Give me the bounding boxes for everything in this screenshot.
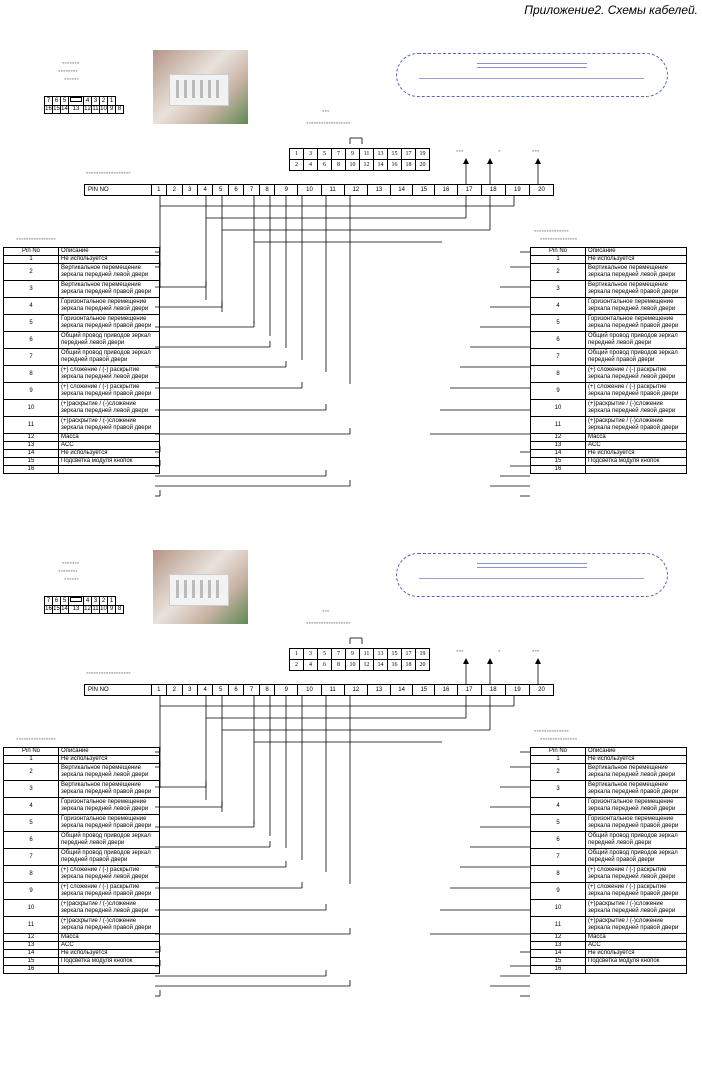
small-pin: 7 bbox=[45, 97, 53, 106]
connector-pin: 4 bbox=[304, 660, 318, 671]
connector-pin: 7 bbox=[332, 149, 346, 160]
pin-number: 15 bbox=[531, 958, 586, 966]
pin-number: 10 bbox=[4, 400, 59, 417]
arrow-up-icon bbox=[535, 658, 541, 664]
pin-description: Не используется bbox=[586, 756, 687, 764]
pin-number: 3 bbox=[531, 781, 586, 798]
pin-bar-cell: 11 bbox=[322, 185, 345, 195]
pin-bar-cell: 19 bbox=[506, 185, 530, 195]
connector-pin: 8 bbox=[332, 660, 346, 671]
pin-description: Общий провод приводов зеркал передней левой двери bbox=[59, 332, 160, 349]
pin-description: Горизонтальное перемещение зеркала передней левой двери bbox=[59, 798, 160, 815]
pin-description: (+)раскрытие / (-)сложение зеркала передней правой двери bbox=[59, 417, 160, 434]
pin-number: 9 bbox=[531, 383, 586, 400]
pin-bar-cell: 9 bbox=[275, 185, 298, 195]
pin-number: 13 bbox=[531, 442, 586, 450]
pin-description: Не используется bbox=[59, 950, 160, 958]
pin-number: 10 bbox=[531, 900, 586, 917]
small-pin: 15 bbox=[53, 606, 60, 612]
pin-number: 4 bbox=[531, 298, 586, 315]
pin-number: 13 bbox=[531, 942, 586, 950]
small-pin: 10 bbox=[100, 106, 107, 112]
pin-number: 11 bbox=[531, 417, 586, 434]
pin-bar-cell: 15 bbox=[413, 685, 435, 695]
pin-description: (+) сложение / (-) раскрытие зеркала передней левой двери bbox=[59, 866, 160, 883]
pin-number: 14 bbox=[531, 950, 586, 958]
pin-bar-cell: 15 bbox=[413, 185, 435, 195]
pin-description: Вертикальное перемещение зеркала передней правой двери bbox=[586, 781, 687, 798]
pin-description: Масса bbox=[59, 434, 160, 442]
connector-pin: 14 bbox=[374, 160, 388, 171]
pin-description: Не используется bbox=[59, 450, 160, 458]
pin-bar-cell: 12 bbox=[345, 185, 368, 195]
page-header: Приложение2. Схемы кабелей. bbox=[524, 3, 698, 17]
pin-bar-cell: 14 bbox=[391, 685, 413, 695]
small-pin: 1 bbox=[108, 597, 116, 606]
pin-number: 14 bbox=[4, 950, 59, 958]
connector-pin: 14 bbox=[374, 660, 388, 671]
pin-description: Не используется bbox=[586, 950, 687, 958]
pin-bar-cell: 9 bbox=[275, 685, 298, 695]
pin-bar-cell: 17 bbox=[458, 685, 482, 695]
pin-number: 1 bbox=[531, 756, 586, 764]
pin-number: 2 bbox=[531, 264, 586, 281]
connector-pin: 9 bbox=[346, 149, 360, 160]
small-pin: 2 bbox=[100, 597, 108, 606]
connector-pin: 19 bbox=[416, 649, 430, 660]
connector-pin: 6 bbox=[318, 660, 332, 671]
connector-pin: 13 bbox=[374, 649, 388, 660]
pin-description: Масса bbox=[586, 434, 687, 442]
pin-number: 11 bbox=[531, 917, 586, 934]
pin-description: Горизонтальное перемещение зеркала передней левой двери bbox=[586, 298, 687, 315]
pin-description: (+)раскрытие / (-)сложение зеркала передней левой двери bbox=[59, 400, 160, 417]
pin-bar-cell: 8 bbox=[260, 685, 275, 695]
pin-number: 12 bbox=[4, 934, 59, 942]
pin-number: 16 bbox=[4, 466, 59, 474]
pin-bar-label: PIN NO bbox=[85, 685, 152, 695]
small-pin: 14 bbox=[61, 606, 68, 612]
connector-pin: 3 bbox=[304, 649, 318, 660]
pin-description: (+)раскрытие / (-)сложение зеркала передней левой двери bbox=[586, 900, 687, 917]
pin-bar-cell: 1 bbox=[152, 685, 167, 695]
pin-number: 12 bbox=[531, 934, 586, 942]
col-header-pin: Pin No bbox=[531, 748, 586, 756]
pin-description: (+)раскрытие / (-)сложение зеркала передней левой двери bbox=[586, 400, 687, 417]
pin-number: 2 bbox=[4, 764, 59, 781]
pin-number: 9 bbox=[4, 883, 59, 900]
small-pin: 3 bbox=[92, 97, 100, 106]
pin-number: 9 bbox=[531, 883, 586, 900]
pin-description: Общий провод приводов зеркал передней правой двери bbox=[59, 849, 160, 866]
pin-description: (+) сложение / (-) раскрытие зеркала передней правой двери bbox=[586, 383, 687, 400]
small-pin: 7 bbox=[45, 597, 53, 606]
connector-pin: 15 bbox=[388, 149, 402, 160]
pin-number: 8 bbox=[531, 866, 586, 883]
pin-number: 9 bbox=[4, 383, 59, 400]
small-pin: 2 bbox=[100, 97, 108, 106]
pin-number: 4 bbox=[4, 298, 59, 315]
pin-number: 8 bbox=[4, 866, 59, 883]
pin-number: 4 bbox=[4, 798, 59, 815]
pin-number: 7 bbox=[4, 349, 59, 366]
pin-bar-cell: 6 bbox=[229, 185, 244, 195]
pin-description: (+) сложение / (-) раскрытие зеркала передней правой двери bbox=[59, 883, 160, 900]
pin-number: 3 bbox=[531, 281, 586, 298]
pin-number: 12 bbox=[531, 434, 586, 442]
pin-description: (+) сложение / (-) раскрытие зеркала передней левой двери bbox=[586, 366, 687, 383]
pin-description: Общий провод приводов зеркал передней правой двери bbox=[586, 349, 687, 366]
small-pin: 6 bbox=[53, 97, 61, 106]
pin-bar-cell: 16 bbox=[435, 185, 457, 195]
col-header-desc: Описание bbox=[586, 748, 687, 756]
connector-pin: 15 bbox=[388, 649, 402, 660]
pin-bar-cell: 20 bbox=[538, 687, 545, 693]
pin-description: Вертикальное перемещение зеркала передней правой двери bbox=[59, 281, 160, 298]
pin-number: 10 bbox=[4, 900, 59, 917]
col-header-pin: Pin No bbox=[4, 248, 59, 256]
connector-pin: 17 bbox=[402, 149, 416, 160]
pin-bar-cell: 19 bbox=[506, 685, 530, 695]
connector-pin: 2 bbox=[290, 660, 304, 671]
small-pin: 3 bbox=[92, 597, 100, 606]
pin-bar-cell: 18 bbox=[482, 185, 506, 195]
pin-number: 14 bbox=[531, 450, 586, 458]
pin-number: 8 bbox=[4, 366, 59, 383]
pin-bar-cell: 7 bbox=[244, 185, 259, 195]
small-pin: 15 bbox=[53, 106, 60, 112]
connector-pin: 5 bbox=[318, 649, 332, 660]
connector-pin: 20 bbox=[416, 160, 430, 171]
pin-bar-cell: 8 bbox=[260, 185, 275, 195]
connector-pin: 9 bbox=[346, 649, 360, 660]
pin-bar-cell: 10 bbox=[298, 185, 321, 195]
pin-description: (+) сложение / (-) раскрытие зеркала передней правой двери bbox=[586, 883, 687, 900]
pin-description: (+)раскрытие / (-)сложение зеркала передней правой двери bbox=[586, 417, 687, 434]
arrow-up-icon bbox=[463, 658, 469, 664]
pin-description: Вертикальное перемещение зеркала передней левой двери bbox=[59, 764, 160, 781]
pin-description: Не используется bbox=[586, 256, 687, 264]
pin-description: ACC bbox=[586, 442, 687, 450]
connector-pin: 10 bbox=[346, 160, 360, 171]
pin-bar-label: PIN NO bbox=[85, 185, 152, 195]
pin-number: 7 bbox=[531, 349, 586, 366]
pin-description: Масса bbox=[586, 934, 687, 942]
pin-bar-cell: 13 bbox=[368, 185, 391, 195]
pin-number: 5 bbox=[531, 315, 586, 332]
connector-pin: 19 bbox=[416, 149, 430, 160]
small-pin: 6 bbox=[53, 597, 61, 606]
pin-bar-cell: 2 bbox=[167, 685, 182, 695]
pin-description: (+)раскрытие / (-)сложение зеркала передней правой двери bbox=[586, 917, 687, 934]
col-header-desc: Описание bbox=[59, 248, 160, 256]
pin-number: 15 bbox=[4, 458, 59, 466]
pin-bar-cell: 11 bbox=[322, 685, 345, 695]
pin-number: 16 bbox=[531, 966, 586, 974]
pin-number: 15 bbox=[4, 958, 59, 966]
connector-pin: 12 bbox=[360, 160, 374, 171]
pin-description: ACC bbox=[59, 942, 160, 950]
connector-pin: 16 bbox=[388, 660, 402, 671]
pin-number: 11 bbox=[4, 417, 59, 434]
pin-description: Не используется bbox=[59, 756, 160, 764]
pin-description: ACC bbox=[586, 942, 687, 950]
pin-description: Вертикальное перемещение зеркала передней правой двери bbox=[59, 781, 160, 798]
small-pin: 16 bbox=[45, 606, 52, 612]
connector-pin: 20 bbox=[416, 660, 430, 671]
connector-pin: 2 bbox=[290, 160, 304, 171]
connector-pin: 3 bbox=[304, 149, 318, 160]
col-header-desc: Описание bbox=[59, 748, 160, 756]
arrow-up-icon bbox=[487, 658, 493, 664]
small-pin: 8 bbox=[116, 606, 124, 614]
pin-description: Горизонтальное перемещение зеркала передней правой двери bbox=[59, 315, 160, 332]
pin-description: Подсветка модуля кнопок bbox=[59, 458, 160, 466]
pin-description: Не используется bbox=[586, 450, 687, 458]
pin-description: Горизонтальное перемещение зеркала передней левой двери bbox=[586, 798, 687, 815]
col-header-pin: Pin No bbox=[531, 248, 586, 256]
pin-description: (+) сложение / (-) раскрытие зеркала передней правой двери bbox=[59, 383, 160, 400]
connector-pin: 4 bbox=[304, 160, 318, 171]
small-pin: 5 bbox=[61, 97, 69, 106]
pin-bar-cell: 4 bbox=[198, 185, 213, 195]
arrow-up-icon bbox=[535, 158, 541, 164]
pin-description: (+)раскрытие / (-)сложение зеркала передней правой двери bbox=[59, 917, 160, 934]
pin-description: Горизонтальное перемещение зеркала передней правой двери bbox=[586, 815, 687, 832]
pin-bar-cell: 12 bbox=[345, 685, 368, 695]
pin-bar-cell: 18 bbox=[482, 685, 506, 695]
connector-pin: 6 bbox=[318, 160, 332, 171]
pin-number: 7 bbox=[4, 849, 59, 866]
small-pin: 9 bbox=[108, 106, 116, 114]
pin-number: 12 bbox=[4, 434, 59, 442]
small-pin: 5 bbox=[61, 597, 69, 606]
connector-pin: 16 bbox=[388, 160, 402, 171]
pin-number: 6 bbox=[531, 832, 586, 849]
pin-bar-cell: 4 bbox=[198, 685, 213, 695]
cable-diagram-2: ▪▪▪▪▪▪▪ ▪▪▪▪▪▪▪▪ ▪▪▪▪▪▪ 7 6 5 4 3 2 1 16 15 14 13 12 11 10 9 8 ▪▪▪ ▪▪▪▪▪▪▪▪▪▪▪▪▪▪▪▪▪▪ 1 3 5 7 9 11 13 15 17 19 2 4 6 8 10 12 14 16 18 20 ▪▪▪▪▪▪▪▪▪▪▪▪▪▪▪▪▪▪ ▪▪▪ ▪ ▪▪▪ PIN NO 1 2 3 4 5 6 7 8 9 10 11 12 13 14 15 16 17 18 19 20 ▪▪▪▪▪▪▪▪▪▪▪▪▪▪▪▪ ▪▪▪▪▪▪▪▪▪▪▪▪▪▪ ▪▪▪▪▪▪▪▪▪▪▪▪▪▪▪ Pin No Описание 1 Не используется 2 Вертикальное перемещение зеркала передней левой двери 3 Вертикальное перемещение зеркала передней правой двери 4 Горизонтальное перемещение зеркала передней левой двери 5 Горизонтальное перемещение зеркала передней правой двери 6 Общий провод приводов зеркал передней левой двери 7 Общий провод приводов зеркал передней правой двери 8 (+) сложение / (-) раскрытие зеркала передней левой двери 9 (+) сложение / (-) раскрытие зеркала передней правой двери 10 (+)раскрытие / (-)сложение зеркала передней левой двери 11 (+)раскрытие / (-)сложение зеркала передней правой двери 12 Масса 13 ACC 14 Не используется 15 Подсветка модуля кнопок 16 Pin No Описание 1 Не используется 2 Вертикальное перемещение зеркала передней левой двери 3 Вертикальное перемещение зеркала передней правой двери 4 Горизонтальное перемещение зеркала передней левой двери 5 Горизонтальное перемещение зеркала передней правой двери 6 Общий провод приводов зеркал передней левой двери 7 Общий провод приводов зеркал передней правой двери 8 (+) сложение / (-) раскрытие зеркала передней левой двери 9 (+) сложение / (-) раскрытие зеркала передней правой двери 10 (+)раскрытие / (-)сложение зеркала передней левой двери 11 (+)раскрытие / (-)сложение зеркала передней правой двери 12 Масса 13 ACC 14 Не используется 15 Подсветка модуля кнопок 16 bbox=[0, 548, 702, 1068]
small-pin: 12 bbox=[84, 606, 91, 612]
connector-pin: 13 bbox=[374, 149, 388, 160]
pin-number: 5 bbox=[531, 815, 586, 832]
pin-number: 3 bbox=[4, 281, 59, 298]
pin-description: (+) сложение / (-) раскрытие зеркала передней левой двери bbox=[59, 366, 160, 383]
connector-pin: 18 bbox=[402, 660, 416, 671]
pin-number: 3 bbox=[4, 781, 59, 798]
connector-pin: 1 bbox=[290, 649, 304, 660]
pin-number: 16 bbox=[531, 466, 586, 474]
pin-bar-cell: 17 bbox=[458, 185, 482, 195]
cable-diagram-1: ▪▪▪▪▪▪▪ ▪▪▪▪▪▪▪▪ ▪▪▪▪▪▪ 7 6 5 4 3 2 1 16 15 14 13 12 11 10 9 8 ▪▪▪ ▪▪▪▪▪▪▪▪▪▪▪▪▪▪▪▪▪▪ 1 3 5 7 9 11 13 15 17 19 2 4 6 8 10 12 14 16 18 20 ▪▪▪▪▪▪▪▪▪▪▪▪▪▪▪▪▪▪ ▪▪▪ ▪ ▪▪▪ PIN NO 1 2 3 4 5 6 7 8 9 10 11 12 13 14 15 16 17 18 19 20 ▪▪▪▪▪▪▪▪▪▪▪▪▪▪▪▪ ▪▪▪▪▪▪▪▪▪▪▪▪▪▪ ▪▪▪▪▪▪▪▪▪▪▪▪▪▪▪ Pin No Описание 1 Не используется 2 Вертикальное перемещение зеркала передней левой двери 3 Вертикальное перемещение зеркала передней правой двери 4 Горизонтальное перемещение зеркала передней левой двери 5 Горизонтальное перемещение зеркала передней правой двери 6 Общий провод приводов зеркал передней левой двери 7 Общий провод приводов зеркал передней правой двери 8 (+) сложение / (-) раскрытие зеркала передней левой двери 9 (+) сложение / (-) раскрытие зеркала передней правой двери 10 (+)раскрытие / (-)сложение зеркала передней левой двери 11 (+)раскрытие / (-)сложение зеркала передней правой двери 12 Масса 13 ACC 14 Не используется 15 Подсветка модуля кнопок 16 Pin No Описание 1 Не используется 2 Вертикальное перемещение зеркала передней левой двери 3 Вертикальное перемещение зеркала передней правой двери 4 Горизонтальное перемещение зеркала передней левой двери 5 Горизонтальное перемещение зеркала передней правой двери 6 Общий провод приводов зеркал передней левой двери 7 Общий провод приводов зеркал передней правой двери 8 (+) сложение / (-) раскрытие зеркала передней левой двери 9 (+) сложение / (-) раскрытие зеркала передней правой двери 10 (+)раскрытие / (-)сложение зеркала передней левой двери 11 (+)раскрытие / (-)сложение зеркала передней правой двери 12 Масса 13 ACC 14 Не используется 15 Подсветка модуля кнопок 16 bbox=[0, 48, 702, 568]
pin-description: Общий провод приводов зеркал передней левой двери bbox=[586, 332, 687, 349]
pin-number: 6 bbox=[4, 832, 59, 849]
small-pin: 13 bbox=[69, 606, 84, 614]
connector-pin: 5 bbox=[318, 149, 332, 160]
small-pin: 12 bbox=[84, 106, 91, 112]
pin-number: 7 bbox=[531, 849, 586, 866]
pin-bar-cell: 2 bbox=[167, 185, 182, 195]
pin-description: Масса bbox=[59, 934, 160, 942]
pin-number: 1 bbox=[4, 756, 59, 764]
pin-description: Подсветка модуля кнопок bbox=[586, 958, 687, 966]
pin-bar-cell: 5 bbox=[213, 185, 228, 195]
connector-pin: 1 bbox=[290, 149, 304, 160]
connector-pin: 11 bbox=[360, 649, 374, 660]
pin-bar-cell: 6 bbox=[229, 685, 244, 695]
pin-description: Горизонтальное перемещение зеркала передней левой двери bbox=[59, 298, 160, 315]
pin-number: 1 bbox=[4, 256, 59, 264]
pin-description: (+)раскрытие / (-)сложение зеркала передней левой двери bbox=[59, 900, 160, 917]
pin-bar-cell: 3 bbox=[183, 685, 198, 695]
col-header-desc: Описание bbox=[586, 248, 687, 256]
pin-number: 14 bbox=[4, 450, 59, 458]
pin-description: (+) сложение / (-) раскрытие зеркала передней левой двери bbox=[586, 866, 687, 883]
pin-number: 1 bbox=[531, 256, 586, 264]
pin-bar-cell: 1 bbox=[152, 185, 167, 195]
connector-pin: 7 bbox=[332, 649, 346, 660]
small-pin: 13 bbox=[69, 106, 84, 114]
pin-bar-cell: 14 bbox=[391, 185, 413, 195]
pin-description: ACC bbox=[59, 442, 160, 450]
pin-number: 16 bbox=[4, 966, 59, 974]
pin-number: 4 bbox=[531, 798, 586, 815]
pin-description: Подсветка модуля кнопок bbox=[586, 458, 687, 466]
pin-bar-cell: 16 bbox=[435, 685, 457, 695]
pin-description: Вертикальное перемещение зеркала передней левой двери bbox=[586, 264, 687, 281]
pin-bar-cell: 13 bbox=[368, 685, 391, 695]
small-pin: 11 bbox=[92, 106, 99, 112]
small-pin: 16 bbox=[45, 106, 52, 112]
small-pin: 8 bbox=[116, 106, 124, 114]
pin-number: 8 bbox=[531, 366, 586, 383]
small-pin: 4 bbox=[84, 97, 92, 106]
small-pin: 9 bbox=[108, 606, 116, 614]
pin-number: 11 bbox=[4, 917, 59, 934]
pin-number: 6 bbox=[4, 332, 59, 349]
connector-pin: 17 bbox=[402, 649, 416, 660]
pin-description: Не используется bbox=[59, 256, 160, 264]
connector-pin: 8 bbox=[332, 160, 346, 171]
small-pin: 1 bbox=[108, 97, 116, 106]
pin-description: Общий провод приводов зеркал передней левой двери bbox=[59, 832, 160, 849]
pin-number: 5 bbox=[4, 815, 59, 832]
pin-number: 13 bbox=[4, 942, 59, 950]
pin-number: 6 bbox=[531, 332, 586, 349]
small-pin: 11 bbox=[92, 606, 99, 612]
pin-bar-cell: 5 bbox=[213, 685, 228, 695]
pin-bar-cell: 20 bbox=[538, 187, 545, 193]
wiring-lines bbox=[0, 48, 702, 568]
pin-description: Горизонтальное перемещение зеркала передней правой двери bbox=[59, 815, 160, 832]
pin-number: 5 bbox=[4, 315, 59, 332]
pin-description: Вертикальное перемещение зеркала передней левой двери bbox=[586, 764, 687, 781]
arrow-up-icon bbox=[487, 158, 493, 164]
connector-pin: 12 bbox=[360, 660, 374, 671]
pin-number: 2 bbox=[531, 764, 586, 781]
pin-description: Общий провод приводов зеркал передней правой двери bbox=[59, 349, 160, 366]
pin-description: Вертикальное перемещение зеркала передней правой двери bbox=[586, 281, 687, 298]
pin-number: 10 bbox=[531, 400, 586, 417]
pin-number: 2 bbox=[4, 264, 59, 281]
small-pin: 10 bbox=[100, 606, 107, 612]
col-header-pin: Pin No bbox=[4, 748, 59, 756]
small-pin: 14 bbox=[61, 106, 68, 112]
pin-description: Подсветка модуля кнопок bbox=[59, 958, 160, 966]
arrow-up-icon bbox=[463, 158, 469, 164]
connector-pin: 18 bbox=[402, 160, 416, 171]
connector-pin: 10 bbox=[346, 660, 360, 671]
small-pin: 4 bbox=[84, 597, 92, 606]
pin-number: 13 bbox=[4, 442, 59, 450]
pin-bar-cell: 3 bbox=[183, 185, 198, 195]
pin-number: 15 bbox=[531, 458, 586, 466]
pin-description: Общий провод приводов зеркал передней левой двери bbox=[586, 832, 687, 849]
pin-description: Горизонтальное перемещение зеркала передней правой двери bbox=[586, 315, 687, 332]
pin-bar-cell: 10 bbox=[298, 685, 321, 695]
connector-pin: 11 bbox=[360, 149, 374, 160]
pin-bar-cell: 7 bbox=[244, 685, 259, 695]
pin-description: Вертикальное перемещение зеркала передней левой двери bbox=[59, 264, 160, 281]
pin-description: Общий провод приводов зеркал передней правой двери bbox=[586, 849, 687, 866]
wiring-lines bbox=[0, 548, 702, 1068]
